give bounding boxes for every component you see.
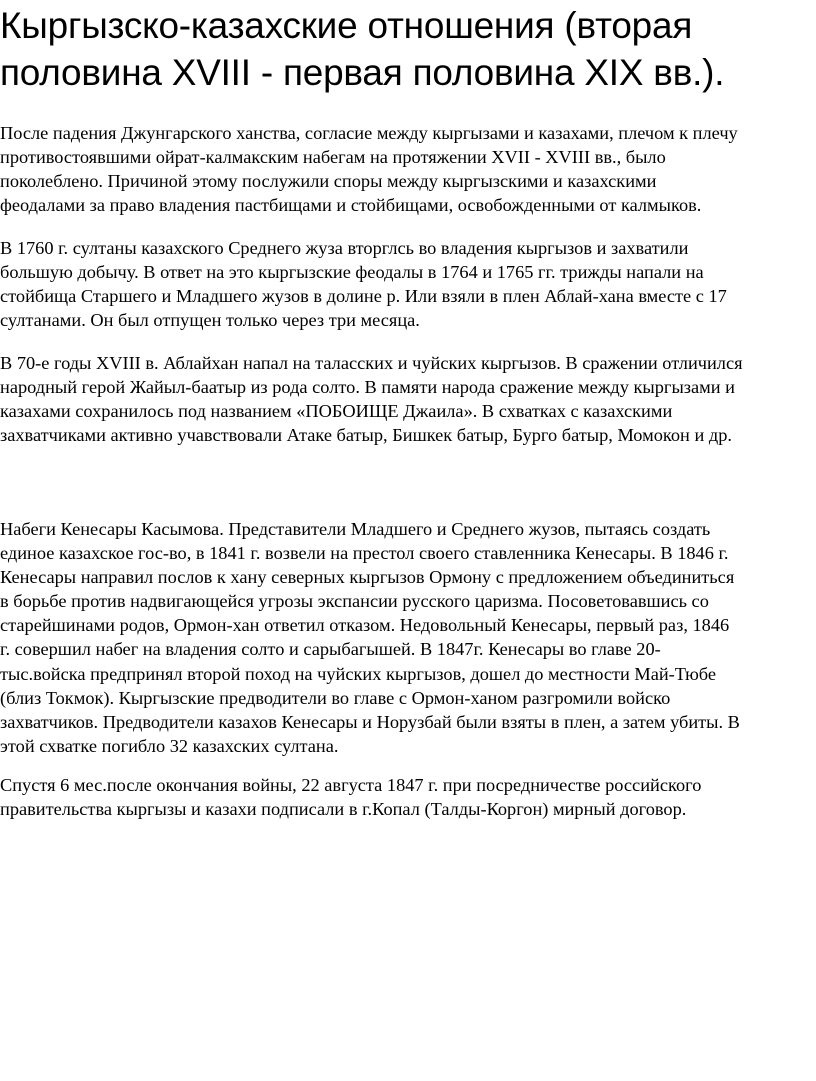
text-line: Кенесары направил послов к хану северных кыргызов Ормону с предложением объединиться xyxy=(0,567,735,588)
title-line: Кыргызско-казахские отношения (вторая xyxy=(0,5,693,46)
text-line: старейшинами родов, Ормон-хан ответил отказом. Недовольный Кенесары, первый раз, 1846 xyxy=(0,615,730,636)
paragraph-ablaikhan-raid xyxy=(0,351,816,447)
text-line: султанами. Он был отпущен только через три месяца. xyxy=(0,310,420,331)
text-line: захватчиков. Предводители казахов Кенесары и Норузбай были взяты в плен, а затем убиты. В xyxy=(0,711,740,732)
paragraph-dzungar-fall xyxy=(0,121,816,217)
text-line: большую добычу. В ответ на это кыргызские феодалы в 1764 и 1765 гг. трижды напали на xyxy=(0,262,704,283)
text-line: захватчиками активно учавствовали Атаке батыр, Бишкек батыр, Бурго батыр, Момокон и др. xyxy=(0,425,732,446)
text-line: (близ Токмок). Кыргызские предводители во главе с Ормон-ханом разгромили войско xyxy=(0,687,671,708)
title-line: половина XVIII - первая половина XIX вв.). xyxy=(0,52,725,93)
text-line: в борьбе против надвигающейся угрозы экспансии русского царизма. Посоветовавшись со xyxy=(0,591,709,612)
text-line: противостоявшими ойрат-калмакским набегам на протяжении XVII - XVIII вв., было xyxy=(0,147,666,168)
text-line: единое казахское гос-во, в 1841 г. возвели на престол своего ставленника Кенесары. В 1846 г. xyxy=(0,543,729,564)
text-line: Спустя 6 мес.после окончания войны, 22 августа 1847 г. при посредничестве российского xyxy=(0,775,702,795)
text-line: феодалами за право владения пастбищами и стойбищами, освобожденными от калмыков. xyxy=(0,195,702,216)
text-line: поколеблено. Причиной этому послужили споры между кыргызскими и казахскими xyxy=(0,171,657,192)
text-line: народный герой Жайыл-баатыр из рода солто. В памяти народа сражение между кыргызами и xyxy=(0,377,735,398)
paragraph-1760-invasion xyxy=(0,236,816,332)
text-line: тыс.войска предпринял второй поход на чуйских кыргызов, дошел до местности Май-Тюбе xyxy=(0,663,717,684)
page-title xyxy=(0,2,816,96)
text-line: г. совершил набег на владения солто и сарыбагышей. В 1847г. Кенесары во главе 20- xyxy=(0,639,661,660)
text-line: стойбища Старшего и Младшего жузов в долине р. Или взяли в плен Аблай-хана вместе с 17 xyxy=(0,286,727,307)
text-line: Набеги Кенесары Касымова. Представители Младшего и Среднего жузов, пытаясь создать xyxy=(0,519,711,539)
text-line: правительства кыргызы и казахи подписали в г.Копал (Талды-Коргон) мирный договор. xyxy=(0,799,687,820)
text-line: этой схватке погибло 32 казахских султана. xyxy=(0,735,339,756)
paragraph-peace-treaty xyxy=(0,773,816,821)
text-line: После падения Джунгарского ханства, согласие между кыргызами и казахами, плечом к плечу xyxy=(0,123,738,143)
text-line: казахами сохранилось под названием «ПОБОИЩЕ Джаила». В схватках с казахскими xyxy=(0,401,673,422)
text-line: В 1760 г. султаны казахского Среднего жуза вторглсь во владения кыргызов и захватили xyxy=(0,238,689,258)
text-line: В 70-е годы XVIII в. Аблайхан напал на таласских и чуйских кыргызов. В сражении отличился xyxy=(0,353,743,373)
paragraph-kenesary-raids xyxy=(0,517,816,758)
